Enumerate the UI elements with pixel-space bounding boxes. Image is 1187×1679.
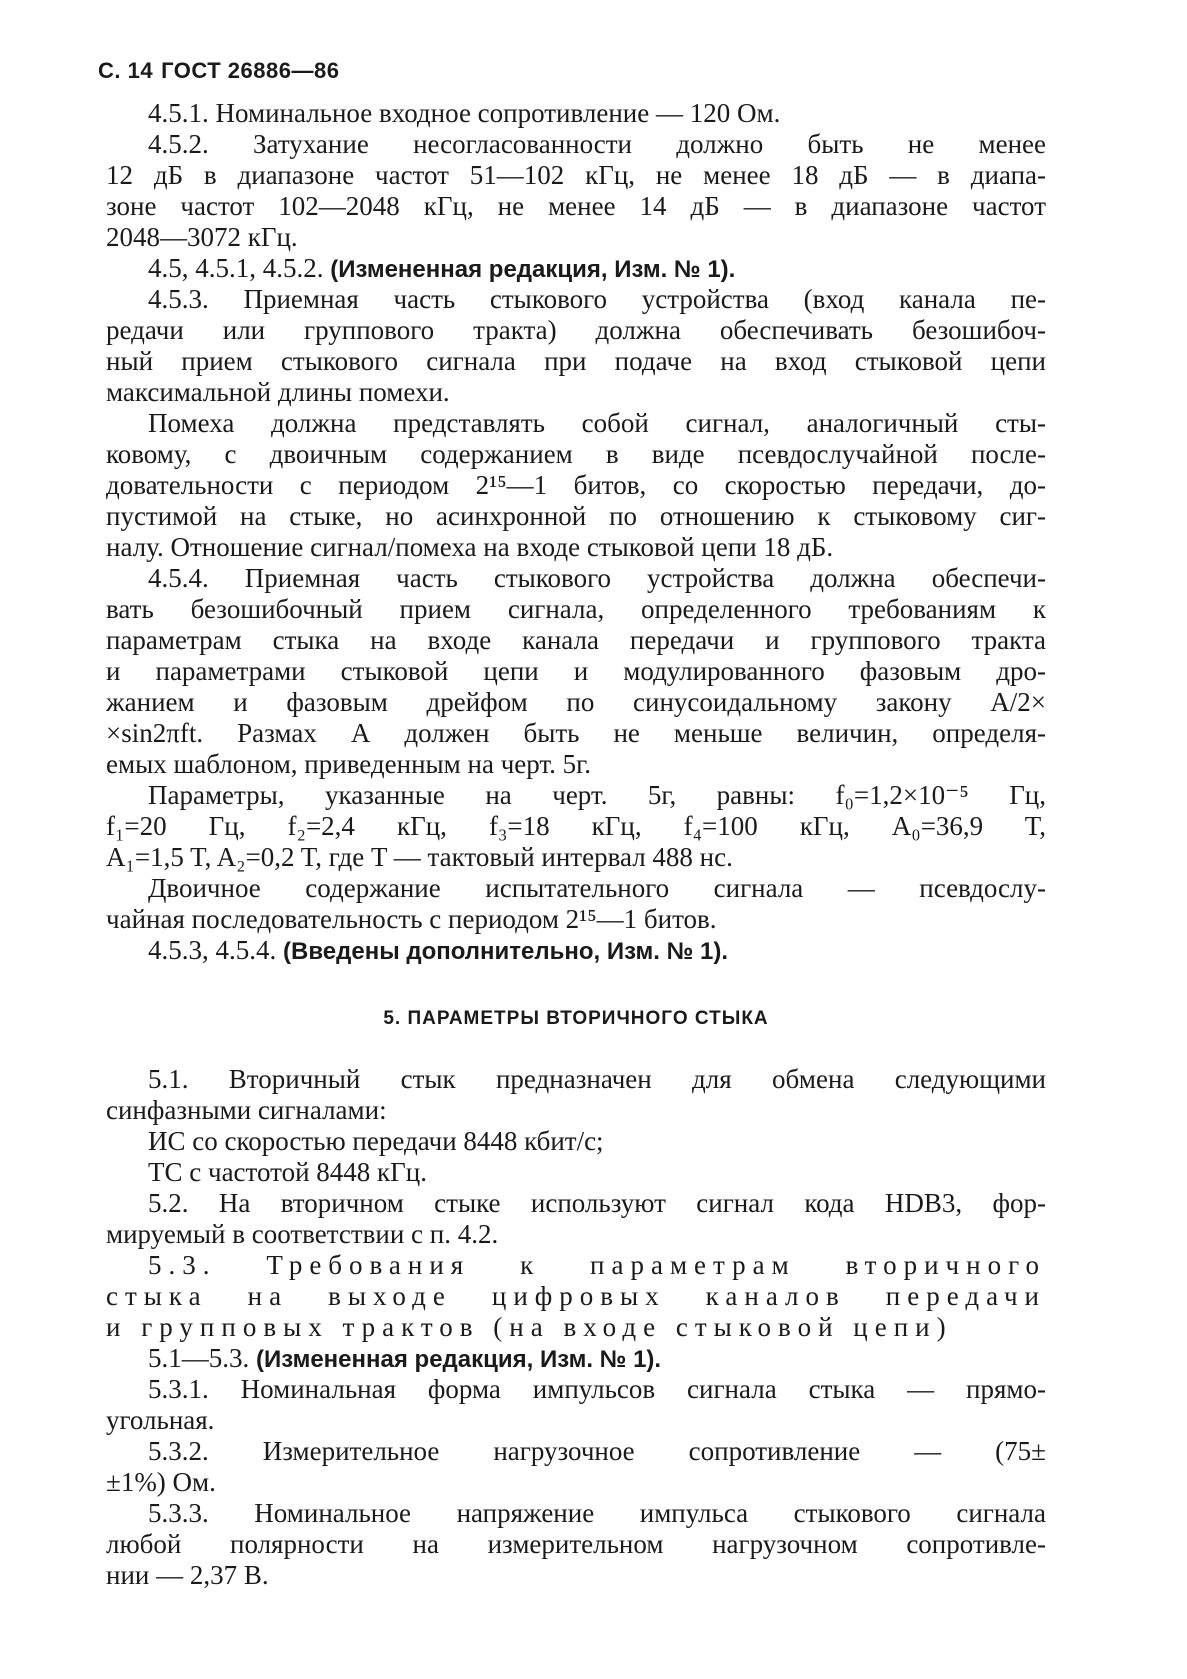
text-line: налу. Отношение сигнал/помеха на входе стыковой цепи 18 дБ. xyxy=(106,532,834,562)
spacer xyxy=(106,1041,1046,1064)
note-bold: (Измененная редакция, Изм. № 1). xyxy=(330,256,736,283)
page-number: С. 14 xyxy=(98,58,154,83)
text-line: и параметрами стыковой цепи и модулированного фазовым дро- xyxy=(106,656,1046,686)
text-line: вать безошибочный прием сигнала, определенного требованиям к xyxy=(106,594,1046,624)
text-line: емых шаблоном, приведенным на черт. 5г. xyxy=(106,749,591,779)
text-line: Двоичное содержание испытательного сигнала — псевдослу- xyxy=(148,873,1046,903)
text-line: A₁=1,5 T, A₂=0,2 T, где T — тактовый интервал 488 нс. xyxy=(106,842,733,872)
text-line: 5.3.1. Номинальная форма импульсов сигнала стыка — прямо- xyxy=(148,1374,1046,1404)
text-line: стыка на выходе цифровых каналов передачи xyxy=(106,1281,1046,1311)
note-prefix: 4.5, 4.5.1, 4.5.2. xyxy=(148,253,324,283)
paragraph-group-5-1 xyxy=(106,1064,1046,1343)
text-line: Параметры, указанные на черт. 5г, равны: f₀=1,2×10⁻⁵ Гц, xyxy=(148,780,1046,810)
text-line: ±1%) Ом. xyxy=(106,1467,216,1497)
text-line: синфазными сигналами: xyxy=(106,1095,387,1125)
text-line: f₁=20 Гц, f₂=2,4 кГц, f₃=18 кГц, f₄=100 кГц, A₀=36,9 T, xyxy=(106,811,1046,841)
note-prefix: 5.1—5.3. xyxy=(148,1343,250,1373)
page-header xyxy=(98,58,347,84)
section-heading: 5. ПАРАМЕТРЫ ВТОРИЧНОГО СТЫКА xyxy=(383,1008,769,1029)
text-line: ТС с частотой 8448 кГц. xyxy=(148,1157,427,1187)
text-line: ИС со скоростью передачи 8448 кбит/с; xyxy=(148,1126,604,1156)
note-bold: (Введены дополнительно, Изм. № 1). xyxy=(283,938,728,965)
text-line: зоне частот 102—2048 кГц, не менее 14 дБ — в диапазоне частот xyxy=(106,191,1046,221)
standard-code: ГОСТ 26886—86 xyxy=(161,58,340,83)
note-prefix: 4.5.3, 4.5.4. xyxy=(148,935,277,965)
text-line: Помеха должна представлять собой сигнал, аналогичный сты- xyxy=(148,408,1046,438)
note-bold: (Измененная редакция, Изм. № 1). xyxy=(256,1346,662,1373)
text-line: 5.2. На вторичном стыке используют сигнал кода HDB3, фор- xyxy=(148,1188,1046,1218)
text-line: жанием и фазовым дрейфом по синусоидальному закону А/2× xyxy=(106,687,1046,717)
document-body xyxy=(106,98,1046,1591)
text-line: пустимой на стыке, но асинхронной по отношению к стыковому сиг- xyxy=(106,501,1046,531)
text-line: и групповых трактов (на входе стыковой цепи) xyxy=(106,1312,953,1342)
spacer xyxy=(106,966,1046,989)
text-line: 4.5.3. Приемная часть стыкового устройства (вход канала пе- xyxy=(148,284,1046,314)
text-line: нии — 2,37 В. xyxy=(106,1560,269,1590)
text-line: 5.3. Требования к параметрам вторичного xyxy=(148,1250,1046,1280)
paragraph-group-4-5-1 xyxy=(106,98,1046,253)
paragraph-group-4-5-3 xyxy=(106,284,1046,935)
text-line: ный прием стыкового сигнала при подаче на вход стыковой цепи xyxy=(106,346,1046,376)
text-line: редачи или группового тракта) должна обеспечивать безошибоч- xyxy=(106,315,1046,345)
text-line: параметрам стыка на входе канала передачи и группового тракта xyxy=(106,625,1046,655)
text-line: 4.5.2. Затухание несогласованности должно быть не менее xyxy=(148,129,1046,159)
text-line: ковому, с двоичным содержанием в виде псевдослучайной после- xyxy=(106,439,1046,469)
text-line: довательности с периодом 2¹⁵—1 битов, со скоростью передачи, до- xyxy=(106,470,1046,500)
paragraph-group-5-3-1 xyxy=(106,1374,1046,1591)
text-line: 4.5.4. Приемная часть стыкового устройства должна обеспечи- xyxy=(148,563,1046,593)
amendment-note xyxy=(106,253,1046,284)
text-line: чайная последовательность с периодом 2¹⁵—1 битов. xyxy=(106,904,717,934)
text-line: ×sin2πft. Размах А должен быть не меньше величин, определя- xyxy=(106,718,1046,748)
amendment-note xyxy=(106,1343,1046,1374)
text-line: угольная. xyxy=(106,1405,215,1435)
text-line: 5.3.2. Измерительное нагрузочное сопротивление — (75± xyxy=(148,1436,1046,1466)
text-line: 12 дБ в диапазоне частот 51—102 кГц, не менее 18 дБ — в диапа- xyxy=(106,160,1046,190)
text-line: 5.1. Вторичный стык предназначен для обмена следующими xyxy=(148,1064,1046,1094)
text-line: любой полярности на измерительном нагрузочном сопротивле- xyxy=(106,1529,1046,1559)
amendment-note xyxy=(106,935,1046,966)
text-line: 4.5.1. Номинальное входное сопротивление — 120 Ом. xyxy=(148,98,781,128)
text-line: мируемый в соответствии с п. 4.2. xyxy=(106,1219,499,1249)
text-line: 5.3.3. Номинальное напряжение импульса стыкового сигнала xyxy=(148,1498,1046,1528)
text-line: максимальной длины помехи. xyxy=(106,377,450,407)
text-line: 2048—3072 кГц. xyxy=(106,222,298,252)
